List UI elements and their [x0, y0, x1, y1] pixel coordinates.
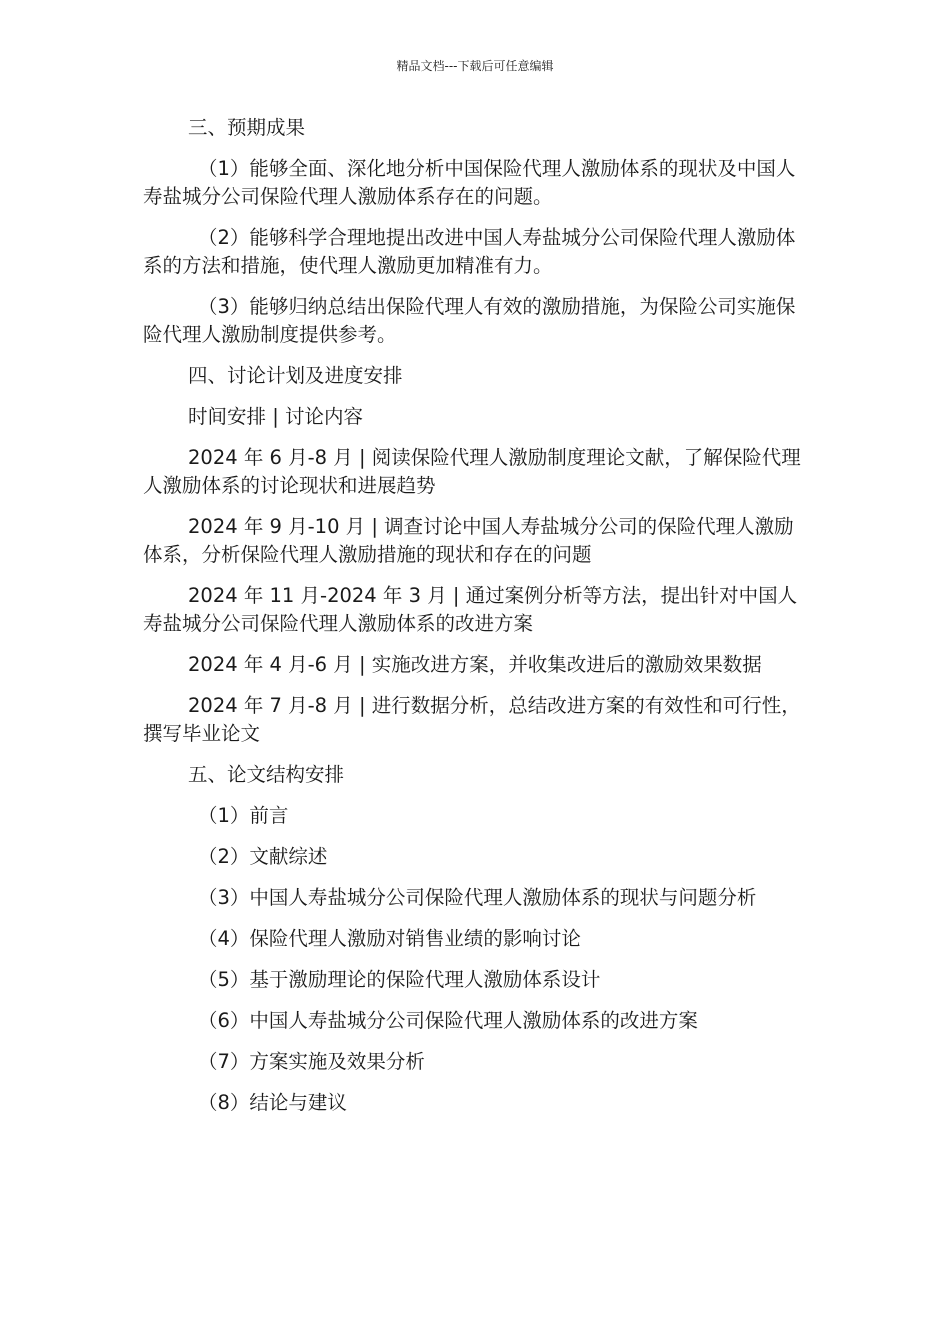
- schedule-row: 2024 年 7 月-8 月 | 进行数据分析，总结改进方案的有效性和可行性，撰写毕业论文: [143, 694, 801, 745]
- expected-result-3: （3）能够归纳总结出保险代理人有效的激励措施，为保险公司实施保险代理人激励制度提供参考。: [143, 295, 796, 346]
- structure-item: （6）中国人寿盐城分公司保险代理人激励体系的改进方案: [198, 1009, 698, 1032]
- expected-result-2: （2）能够科学合理地提出改进中国人寿盐城分公司保险代理人激励体系的方法和措施，使代理人激励更加精准有力。: [143, 226, 796, 277]
- structure-item: （7）方案实施及效果分析: [198, 1050, 425, 1073]
- expected-result-1: （1）能够全面、深化地分析中国保险代理人激励体系的现状及中国人寿盐城分公司保险代理人激励体系存在的问题。: [143, 157, 796, 208]
- structure-item: （5）基于激励理论的保险代理人激励体系设计: [198, 968, 601, 991]
- structure-item: （2）文献综述: [198, 845, 328, 868]
- structure-item: （4）保险代理人激励对销售业绩的影响讨论: [198, 927, 581, 950]
- structure-item: （1）前言: [198, 804, 289, 827]
- schedule-row: 2024 年 9 月-10 月 | 调查讨论中国人寿盐城分公司的保险代理人激励体系，分析保险代理人激励措施的现状和存在的问题: [143, 515, 794, 566]
- schedule-row: 2024 年 6 月-8 月 | 阅读保险代理人激励制度理论文献，了解保险代理人激励体系的讨论现状和进展趋势: [143, 446, 801, 497]
- document-body: [143, 114, 808, 1117]
- structure-item: （8）结论与建议: [198, 1091, 347, 1114]
- section-3-title: 三、预期成果: [188, 116, 306, 139]
- structure-item: （3）中国人寿盐城分公司保险代理人激励体系的现状与问题分析: [198, 886, 757, 909]
- schedule-row: 2024 年 11 月-2024 年 3 月 | 通过案例分析等方法，提出针对中国人寿盐城分公司保险代理人激励体系的改进方案: [143, 584, 798, 635]
- schedule-header: 时间安排 | 讨论内容: [188, 405, 363, 428]
- section-4-title: 四、讨论计划及进度安排: [188, 364, 403, 387]
- page-header: 精品文档---下载后可任意编辑: [396, 59, 554, 73]
- schedule-row: 2024 年 4 月-6 月 | 实施改进方案，并收集改进后的激励效果数据: [188, 653, 762, 676]
- section-5-title: 五、论文结构安排: [188, 763, 345, 786]
